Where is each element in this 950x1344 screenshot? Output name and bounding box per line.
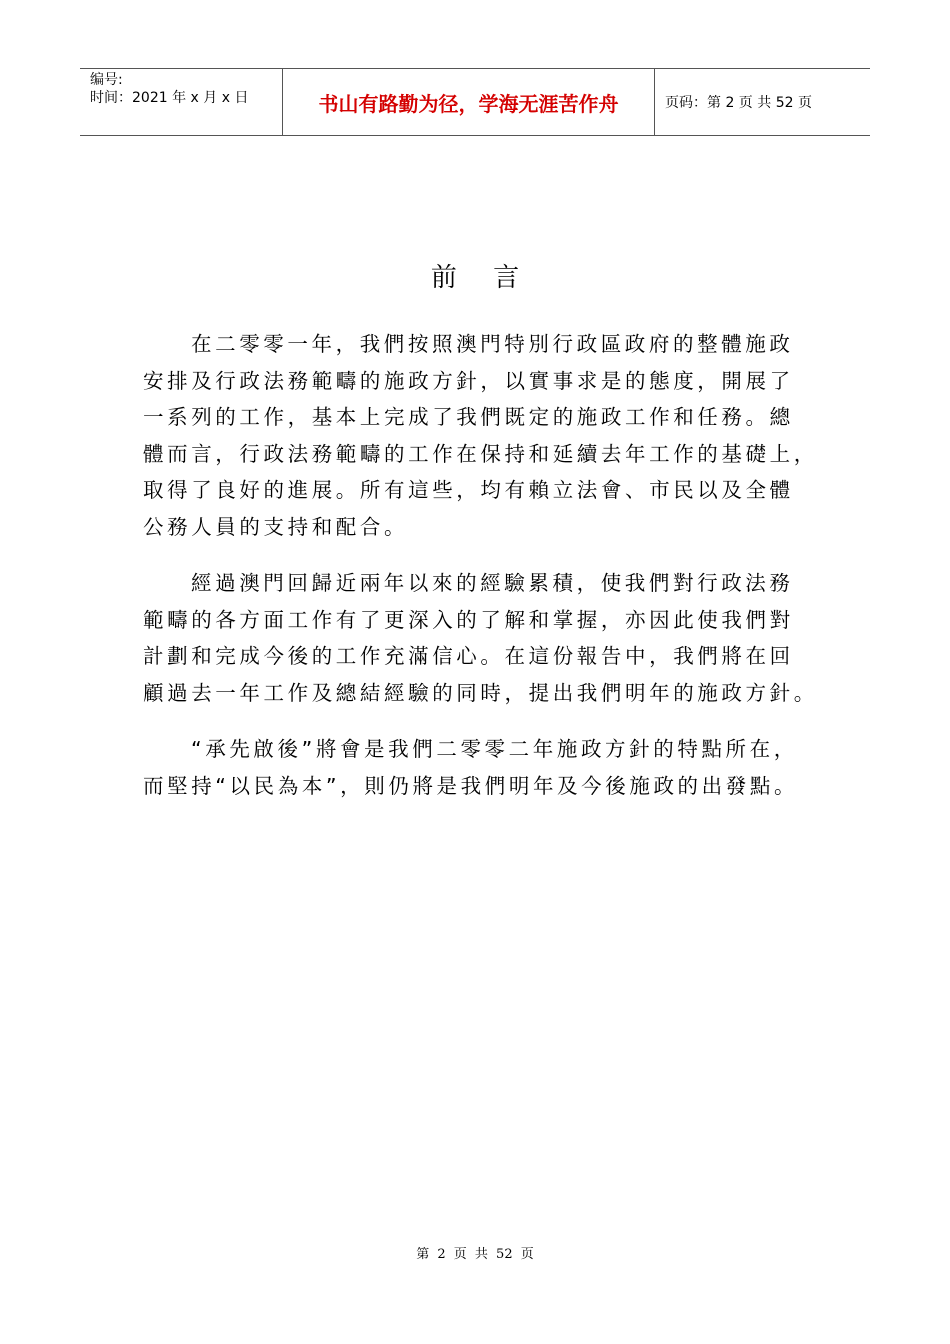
text-line: 顧過去一年工作及總結經驗的同時，提出我們明年的施政方針。: [143, 680, 818, 705]
text-line: 安排及行政法務範疇的施政方針，以實事求是的態度，開展了: [143, 368, 794, 393]
header-meta: [80, 69, 282, 135]
paragraph: [143, 326, 828, 545]
text-line: 一系列的工作，基本上完成了我們既定的施政工作和任務。總: [143, 405, 794, 429]
paragraph-gap: [143, 711, 828, 731]
text-line: 體而言，行政法務範疇的工作在保持和延續去年工作的基礎上，: [143, 441, 818, 466]
text-line: 在二零零一年，我們按照澳門特別行政區政府的整體施政: [191, 332, 794, 356]
header-page-info: 页码：第 2 页 共 52 页: [665, 95, 812, 111]
serial-label: 编号:: [90, 72, 123, 88]
paragraph-gap: [143, 545, 828, 565]
page-header: [80, 68, 870, 136]
text-line: 而堅持“以民為本”，則仍將是我們明年及今後施政的出發點。: [143, 773, 799, 798]
text-line: 經過澳門回歸近兩年以來的經驗累積，使我們對行政法務: [191, 571, 794, 595]
paragraph: [143, 731, 828, 804]
text-line: 範疇的各方面工作有了更深入的了解和掌握，亦因此使我們對: [143, 607, 794, 632]
document-body: [143, 326, 828, 804]
text-line: 計劃和完成今後的工作充滿信心。在這份報告中，我們將在回: [143, 644, 794, 668]
header-motto: 书山有路勤为径，学海无涯苦作舟: [282, 69, 655, 135]
text-line: 取得了良好的進展。所有這些，均有賴立法會、市民以及全體: [143, 478, 794, 502]
text-line: 公務人員的支持和配合。: [143, 514, 409, 539]
document-title: 前 言: [430, 263, 534, 293]
paragraph: [143, 565, 828, 711]
date-text: 时间：2021 年 x 月 x 日: [90, 90, 249, 106]
page-footer: 第 2 页 共 52 页: [416, 1247, 534, 1262]
text-line: “承先啟後”將會是我們二零零二年施政方針的特點所在，: [191, 737, 798, 761]
